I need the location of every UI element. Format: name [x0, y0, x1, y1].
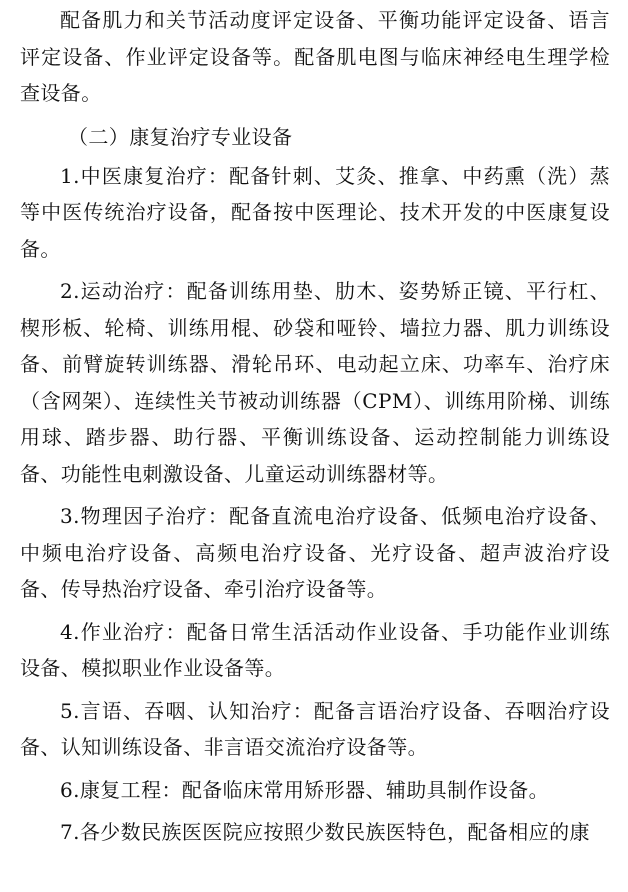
paragraph-assessment-equipment: 配备肌力和关节活动度评定设备、平衡功能评定设备、语言评定设备、作业评定设备等。配备肌电图与临床神经电生理学检查设备。	[20, 8, 610, 105]
paragraph-tcm-rehab: 1.中医康复治疗：配备针刺、艾灸、推拿、中药熏（洗）蒸等中医传统治疗设备，配备按中医理论、技术开发的中医康复设备。	[20, 163, 610, 261]
paragraph-ethnic-medicine: 7.各少数民族医医院应按照少数民族医特色，配备相应的康	[60, 820, 590, 844]
paragraph-physical-therapy: 3.物理因子治疗：配备直流电治疗设备、低频电治疗设备、中频电治疗设备、高频电治疗设备、光疗设备、超声波治疗设备、传导热治疗设备、牵引治疗设备等。	[20, 504, 610, 601]
paragraph-occupational-therapy: 4.作业治疗：配备日常生活活动作业设备、手功能作业训练设备、模拟职业作业设备等。	[20, 619, 610, 680]
paragraph-exercise-therapy: 2.运动治疗：配备训练用垫、肋木、姿势矫正镜、平行杠、楔形板、轮椅、训练用棍、砂袋和哑铃、墙拉力器、肌力训练设备、前臂旋转训练器、滑轮吊环、电动起立床、功率车、治疗床（含网架）、连续性关节被动训练器（CPM）、训练用阶梯、训练用球、踏步器、助行器、平衡训练设备、运动控制能力训练设备、功能性电刺激设备、儿童运动训练器材等。	[20, 279, 610, 486]
paragraph-rehab-engineering: 6.康复工程：配备临床常用矫形器、辅助具制作设备。	[60, 777, 550, 802]
section-heading: （二）康复治疗专业设备	[68, 124, 293, 149]
document-page	[20, 0, 610, 851]
paragraph-speech-swallow-cognition: 5.言语、吞咽、认知治疗：配备言语治疗设备、吞咽治疗设备、认知训练设备、非言语交流治疗设备等。	[20, 698, 610, 759]
